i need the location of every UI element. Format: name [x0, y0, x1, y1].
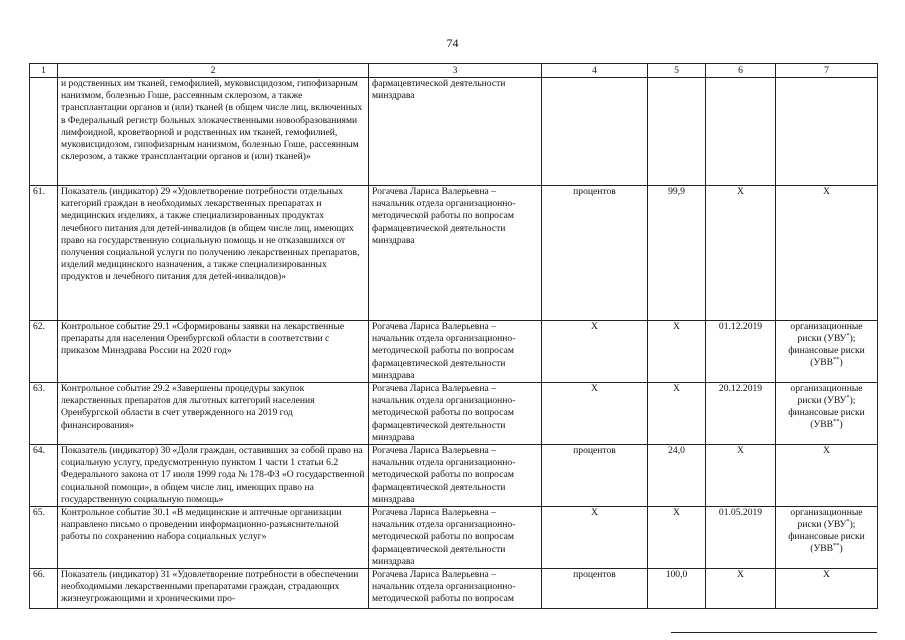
table-row [30, 445, 878, 507]
risk-text-3: ) [839, 543, 843, 555]
responsible-person: фармацевтической деятельности минздрава [369, 78, 542, 186]
risk-sup-1: * [846, 331, 850, 339]
responsible-person: Рогачева Лариса Валерьевна – начальник отдела организационно-методической работы по вопросам фармацевтической деятельности минздрава [369, 383, 542, 445]
column-header: 5 [648, 64, 706, 78]
indicator-name: Показатель (индикатор) 29 «Удовлетворение потребности отдельных категорий граждан в необходимых лекарственных препаратах и медицинских изделиях, а также специализированных продуктах лечебного питания для детей-инвалидов (в общем числе лиц, имеющих право на государственную социальную помощь и не отказавшихся от получения социальной услуги по получению лекарственных препаратов, изделий медицинского назначения, а также специализированных продуктов и лечебного питания для детей-инвалидов)» [58, 186, 369, 321]
target-value: X [648, 507, 706, 569]
unit-of-measure: X [542, 507, 648, 569]
table-row [30, 569, 878, 609]
bottom-rule [671, 632, 877, 633]
target-value [648, 78, 706, 186]
column-header-row [30, 64, 878, 78]
target-value: X [648, 321, 706, 383]
row-number: 62. [30, 321, 58, 383]
unit-of-measure: процентов [542, 445, 648, 507]
due-date: X [706, 569, 776, 609]
column-header: 4 [542, 64, 648, 78]
indicator-name: Показатель (индикатор) 30 «Доля граждан, оставивших за собой право на социальную услугу, предусмотренную пунктом 1 части 1 статьи 6.2 Федерального закона от 17 июля 1999 года № 178-ФЗ «О государственной социальной помощи», в общем числе лиц, имеющих право на государственную социальную помощь» [58, 445, 369, 507]
risk-cell [776, 321, 878, 383]
risk-cell: X [776, 186, 878, 321]
risk-cell [776, 507, 878, 569]
unit-of-measure: процентов [542, 186, 648, 321]
risk-cell: X [776, 445, 878, 507]
table-row [30, 383, 878, 445]
column-header: 1 [30, 64, 58, 78]
risk-sup-1: * [846, 517, 850, 525]
risk-sup-2: ** [833, 541, 840, 549]
row-number: 64. [30, 445, 58, 507]
table-row [30, 321, 878, 383]
risk-text-2: ); финансовые риски (УВВ [788, 395, 865, 431]
indicator-name: Контрольное событие 29.1 «Сформированы заявки на лекарственные препараты для населения Оренбургской области в соответствии с приказом Минздрава России на 2020 год» [58, 321, 369, 383]
target-value: X [648, 383, 706, 445]
indicators-table [29, 63, 878, 609]
page-number: 74 [446, 36, 459, 50]
indicator-name: и родственных им тканей, гемофилией, муковисцидозом, гипофизарным нанизмом, болезнью Гоше, рассеянным склерозом, а также трансплантации органов и (или) тканей (в общем числе лиц, включенных в Федеральный регистр больных злокачественными новообразованиями лимфоидной, кроветворной и родственных им тканей, гемофилией, муковисцидозом, гипофизарным нанизмом, болезнью Гоше, рассеянным склерозом, а также трансплантации органов и (или) тканей)» [58, 78, 369, 186]
risk-cell [776, 78, 878, 186]
column-header: 3 [369, 64, 542, 78]
table-row [30, 507, 878, 569]
risk-text-3: ) [839, 419, 843, 431]
table-row [30, 78, 878, 186]
risk-sup-2: ** [833, 417, 840, 425]
due-date [706, 78, 776, 186]
row-number: 65. [30, 507, 58, 569]
column-header: 6 [706, 64, 776, 78]
unit-of-measure [542, 78, 648, 186]
row-number: 63. [30, 383, 58, 445]
indicator-name: Контрольное событие 30.1 «В медицинские и аптечные организации направлено письмо о проведении информационно-разъяснительной работы по сохранению набора социальных услуг» [58, 507, 369, 569]
target-value: 100,0 [648, 569, 706, 609]
row-number: 61. [30, 186, 58, 321]
row-number [30, 78, 58, 186]
risk-cell: X [776, 569, 878, 609]
risk-sup-1: * [846, 393, 850, 401]
column-header: 7 [776, 64, 878, 78]
responsible-person: Рогачева Лариса Валерьевна – начальник отдела организационно-методической работы по вопросам фармацевтической деятельности минздрава [369, 321, 542, 383]
risk-sup-2: ** [833, 355, 840, 363]
row-number: 66. [30, 569, 58, 609]
due-date: X [706, 186, 776, 321]
unit-of-measure: X [542, 383, 648, 445]
unit-of-measure: процентов [542, 569, 648, 609]
responsible-person: Рогачева Лариса Валерьевна – начальник отдела организационно-методической работы по вопросам фармацевтической деятельности минздрава [369, 445, 542, 507]
column-header: 2 [58, 64, 369, 78]
indicator-name: Контрольное событие 29.2 «Завершены процедуры закупок лекарственных препаратов для льготных категорий населения Оренбургской области в счет утвержденного на 2019 год финансирования» [58, 383, 369, 445]
responsible-person: Рогачева Лариса Валерьевна – начальник отдела организационно-методической работы по вопросам фармацевтической деятельности минздрава [369, 507, 542, 569]
table-row [30, 186, 878, 321]
unit-of-measure: X [542, 321, 648, 383]
due-date: 01.12.2019 [706, 321, 776, 383]
risk-text-1: организационные риски (УВУ [790, 507, 863, 531]
target-value: 24,0 [648, 445, 706, 507]
responsible-person: Рогачева Лариса Валерьевна – начальник отдела организационно-методической работы по вопросам [369, 569, 542, 609]
risk-text-3: ) [839, 357, 843, 368]
target-value: 99,9 [648, 186, 706, 321]
indicator-name: Показатель (индикатор) 31 «Удовлетворение потребности в обеспечении необходимыми лекарственными препаратами граждан, страдающих жизнеугрожающими и хроническими про- [58, 569, 369, 609]
risk-text-1: организационные риски (УВУ [790, 383, 863, 407]
due-date: 20.12.2019 [706, 383, 776, 445]
risk-text-2: ); финансовые риски (УВВ [788, 519, 865, 555]
risk-cell [776, 383, 878, 445]
due-date: X [706, 445, 776, 507]
risk-text-2: ); финансовые риски (УВВ [788, 333, 865, 368]
responsible-person: Рогачева Лариса Валерьевна – начальник отдела организационно-методической работы по вопросам фармацевтической деятельности минздрава [369, 186, 542, 321]
risk-text-1: организационные риски (УВУ [790, 321, 863, 344]
due-date: 01.05.2019 [706, 507, 776, 569]
